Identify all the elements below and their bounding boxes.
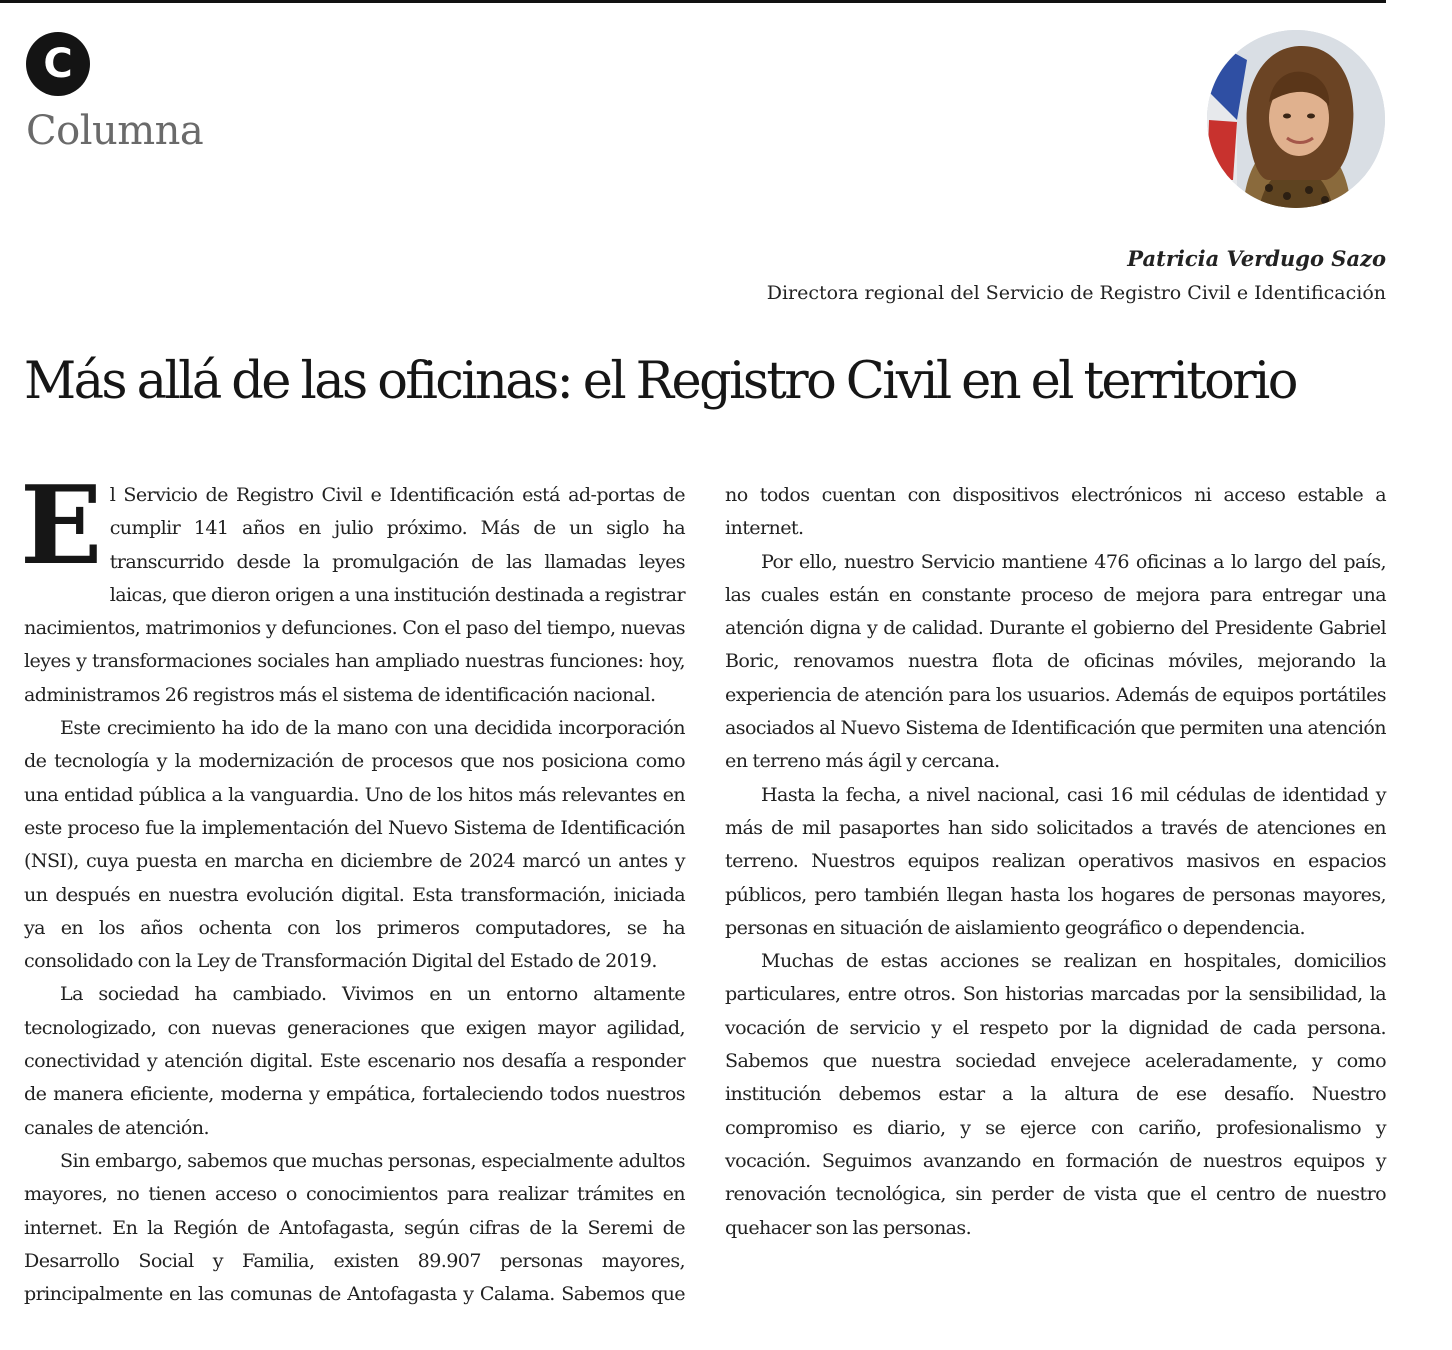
article-paragraph: Hasta la fecha, a nivel nacional, casi 16 mil cédulas de identidad y más de mil pasaportes han sido solicitados a través de atenciones en terreno. Nuestros equipos realizan operativos masivos en espacios públicos, pero también llegan hasta los hogares de personas mayores, personas en situación de aislamiento geográfico o dependencia.	[725, 782, 1386, 939]
article-paragraph: Sin embargo, sabemos que muchas personas, especialmente adultos mayores, no tienen acceso o conocimientos para realizar trámites en internet. En la Región de Antofagasta, según cifras de la Seremi de Desarrollo Social y Familia, existen 89.907 personas mayores, principalmente en las comunas de Antofagasta y Calama. Sabemos que no todos cuentan con dispositivos electrónicos ni acceso estable a internet.	[24, 483, 1386, 1306]
drop-cap: E	[20, 463, 102, 589]
article-paragraph: Este crecimiento ha ido de la mano con una decidida incorporación de tecnología y la modernización de procesos que nos posiciona como una entidad pública a la vanguardia. Uno de los hitos más relevantes en este proceso fue la implementación del Nuevo Sistema de Identificación (NSI), cuya puesta en marcha en diciembre de 2024 marcó un antes y un después en nuestra evolución digital. Esta transformación, iniciada ya en los años ochenta con los primeros computadores, se ha consolidado con la Ley de Transformación Digital del Estado de 2019.	[24, 716, 685, 973]
article-paragraph: Muchas de estas acciones se realizan en hospitales, domicilios particulares, entre otros. Son historias marcadas por la sensibilidad, la vocación de servicio y el respeto por la dignidad de cada persona. Sabemos que nuestra sociedad envejece aceleradamente, y como institución debemos estar a la altura de ese desafío. Nuestro compromiso es diario, y se ejerce con cariño, profesionalismo y vocación. Seguimos avanzando en formación de nuestros equipos y renovación tecnológica, sin perder de vista que el centro de nuestro quehacer son las personas.	[725, 949, 1386, 1239]
author-photo	[1207, 30, 1385, 208]
article-paragraph-lead	[20, 463, 685, 711]
section-badge: C	[26, 32, 90, 96]
section-label: Columna	[26, 108, 204, 154]
article-paragraph: La sociedad ha cambiado. Vivimos en un entorno altamente tecnologizado, con nuevas generaciones que exigen mayor agilidad, conectividad y atención digital. Este escenario nos desafía a responder de manera eficiente, moderna y empática, fortaleciendo todos nuestros canales de atención.	[24, 982, 685, 1139]
author-role: Directora regional del Servicio de Registro Civil e Identificación	[766, 282, 1386, 304]
article-headline: Más allá de las oficinas: el Registro Civil en el territorio	[24, 352, 1296, 411]
article-paragraph: Por ello, nuestro Servicio mantiene 476 oficinas a lo largo del país, las cuales están en constante proceso de mejora para entregar una atención digna y de calidad. Durante el gobierno del Presidente Gabriel Boric, renovamos nuestra flota de oficinas móviles, mejorando la experiencia de atención para los usuarios. Además de equipos portátiles asociados al Nuevo Sistema de Identificación que permiten una atención en terreno más ágil y cercana.	[725, 549, 1386, 773]
author-name: Patricia Verdugo Sazo	[1127, 246, 1386, 271]
lead-text: l Servicio de Registro Civil e Identificación está ad-portas de cumplir 141 años en julio próximo. Más de un siglo ha transcurrido desde la promulgación de las llamadas leyes laicas, que dieron origen a una institución destinada a registrar nacimientos, matrimonios y defunciones. Con el paso del tiempo, nuevas leyes y transformaciones sociales han ampliado nuestras funciones: hoy, administramos 26 registros más el sistema de identificación nacional.	[24, 483, 685, 706]
article-body	[20, 463, 1386, 1344]
author-portrait-illustration	[1207, 30, 1385, 208]
top-rule	[0, 0, 1386, 3]
